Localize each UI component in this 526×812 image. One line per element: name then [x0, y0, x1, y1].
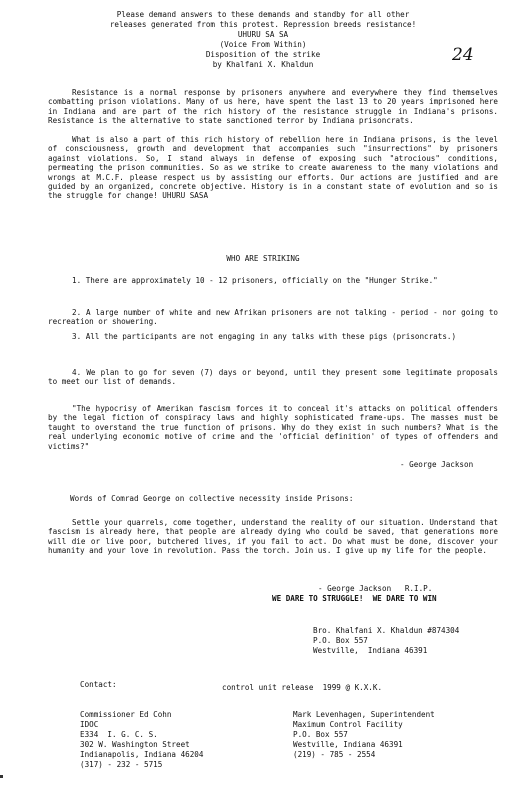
- item-3-text: 3. All the participants are not engaging in any talks with these pigs (prisoncrats.): [72, 332, 457, 341]
- item-2-text: 2. A large number of white and new Afrikan prisoners are not talking - period - nor going to recreation or showering.: [48, 308, 498, 327]
- contact-right-line: (219) - 785 - 2554: [293, 750, 376, 759]
- quote-settle: [48, 518, 498, 556]
- contact-right-line: Westville, Indiana 46391: [293, 740, 403, 749]
- contact-left-line: IDOC: [80, 720, 99, 729]
- uhuru-line: UHURU SA SA: [237, 30, 289, 39]
- striking-item-3: [48, 332, 498, 341]
- intro-line-2: releases generated from this protest. Repression breeds resistance!: [109, 20, 417, 29]
- contact-left-line: 302 W. Washington Street: [80, 740, 190, 749]
- paragraph-resistance: [48, 88, 498, 126]
- words-heading: Words of Comrad George on collective necessity inside Prisons:: [70, 494, 354, 503]
- quote-1-attribution: - George Jackson: [400, 460, 474, 469]
- quote-1-text: "The hypocrisy of Amerikan fascism forces it to conceal it's attacks on political offenders by the legal fiction of conspiracy laws and highly sophisticated frame-ups. The masses must be taught to overstand the true function of prisons. Why do they exist in such numbers? What is the real underlying economic motive of crime and the 'official definition' of types of offenders and victims?": [48, 404, 498, 451]
- author-line: by Khalfani X. Khaldun: [212, 60, 314, 69]
- contact-right-line: P.O. Box 557: [293, 730, 348, 739]
- address-line: P.O. Box 557: [313, 636, 368, 645]
- contact-label: Contact:: [80, 680, 117, 689]
- contact-left-line: Indianapolis, Indiana 46204: [80, 750, 204, 759]
- intro-line-1: Please demand answers to these demands and standby for all other: [116, 10, 410, 19]
- paragraph-history: [48, 135, 498, 201]
- paragraph-1-text: Resistance is a normal response by prisoners anywhere and everywhere they find themselves combatting prison violations. Many of us here, have spent the last 13 to 20 years imprisoned here in Indiana and are part of the rich history of the resistance struggle in Indiana's prisons. Resistance is the alternative to state sanctioned terror by Indiana prisoncrats.: [48, 88, 498, 126]
- scan-speck: [0, 775, 3, 778]
- document-title: Disposition of the strike: [205, 50, 321, 59]
- contact-left-line: E334 I. G. C. S.: [80, 730, 158, 739]
- slogan: WE DARE TO STRUGGLE! WE DARE TO WIN: [272, 594, 437, 603]
- paragraph-2-text: What is also a part of this rich history of rebellion here in Indiana prisons, is the level of consciousness, growth and development that accompanies such "insurrections" by prisoners against violations. So, I stand always in defense of exposing such "atrocious" conditions, permeating the prison communities. So as we strike to create awareness to the many violations and wrongs at M.C.F. please respect us by assisting our efforts. Our actions are justified and are guided by an organized, concrete objective. History is in a constant state of evolution and so is the struggle for change! UHURU SASA: [48, 135, 498, 201]
- release-note: control unit release 1999 @ K.X.K.: [222, 683, 383, 692]
- item-1-text: 1. There are approximately 10 - 12 prisoners, officially on the "Hunger Strike.": [72, 276, 438, 285]
- striking-item-1: [48, 276, 498, 285]
- quote-2-text: Settle your quarrels, come together, understand the reality of our situation. Understand that fascism is already here, that people are already dying who could be saved, that generations more will die or live poor, butchered lives, if you fail to act. Do what must be done, discover your humanity and your love in revolution. Pass the torch. Join us. I give up my life for the people.: [48, 518, 498, 556]
- quote-2-attribution: - George Jackson R.I.P.: [318, 584, 433, 593]
- handwritten-page-number: 24: [452, 45, 474, 65]
- address-line: Westville, Indiana 46391: [313, 646, 428, 655]
- quote-hypocrisy: [48, 404, 498, 451]
- contact-left-line: (317) - 232 - 5715: [80, 760, 163, 769]
- striking-item-2: [48, 308, 498, 327]
- striking-item-4: [48, 368, 498, 387]
- contact-left-line: Commissioner Ed Cohn: [80, 710, 172, 719]
- voice-line: (Voice From Within): [219, 40, 307, 49]
- striking-heading: WHO ARE STRIKING: [226, 254, 300, 263]
- contact-right-line: Mark Levenhagen, Superintendent: [293, 710, 435, 719]
- item-4-text: 4. We plan to go for seven (7) days or beyond, until they present some legitimate proposals to meet our list of demands.: [48, 368, 498, 387]
- address-line: Bro. Khalfani X. Khaldun #874304: [313, 626, 460, 635]
- contact-right-line: Maximum Control Facility: [293, 720, 403, 729]
